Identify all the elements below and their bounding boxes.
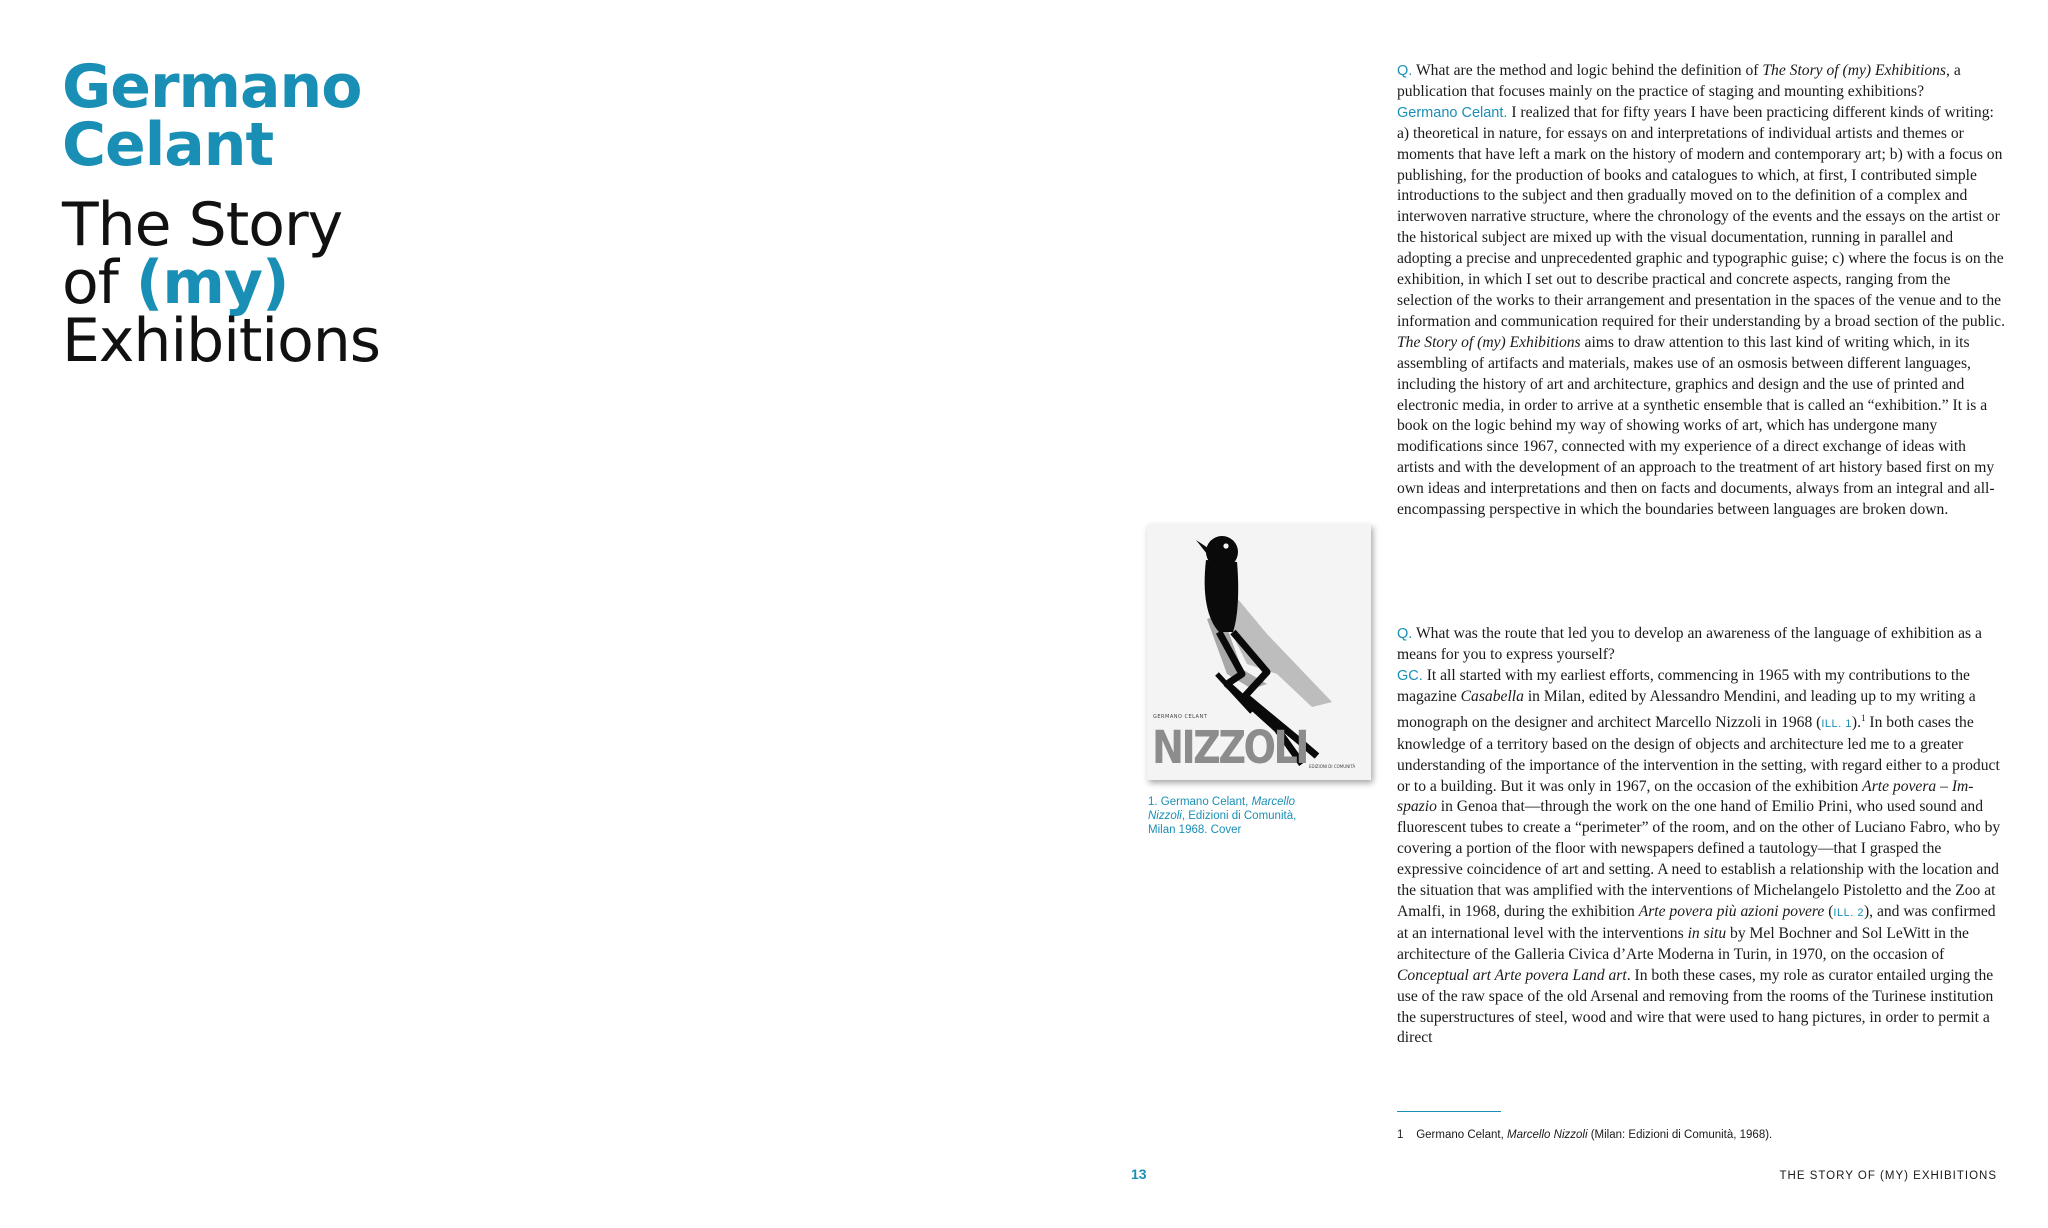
footnote-number: 1 [1397,1129,1404,1141]
answer-text: by Mel Bochner and Sol LeWitt in the architecture of the Galleria Civica d’Arte Moderna in Turin, in 1970, on the occasion of [1397,924,1969,963]
book-cover-image [1147,524,1371,780]
question-label: Q. [1397,626,1413,642]
author-name [62,52,362,180]
question-1 [1397,61,2007,103]
title-line-2-accent: (my) [135,248,289,318]
answer-text: It all started with my earliest efforts, commencing in 1965 with my contributions to the magazine [1397,666,1970,705]
question-label: Q. [1397,63,1413,79]
answer-text: ), and was confirmed at an international level with the interventions [1397,902,1996,942]
answer-1 [1397,103,2007,521]
interview-block-2 [1397,624,2007,1049]
answer-text: In both cases the knowledge of a territory based on the design of objects and architecture led me to a greater understanding of the importance of the intervention in the setting, with regard either to a product or to a building. But it was only in 1967, on the occasion of the exhibition [1397,713,2000,795]
interview-block-1 [1397,61,2007,521]
cover-author: GERMANO CELANT [1153,714,1208,720]
footnote [1397,1129,1772,1141]
title-line-2-prefix: of [62,248,118,318]
cover-publisher: EDIZIONI DI COMUNITÀ [1309,764,1356,769]
figure-caption [1148,795,1323,837]
book-title-italic: The Story of (my) Exhibitions [1397,333,1581,351]
answer-label: GC. [1397,667,1423,684]
caption-number: 1. Germano Celant, [1148,796,1249,808]
footnote-text: Germano Celant, [1416,1129,1504,1141]
answer-text: I realized that for fifty years I have been practicing different kinds of writing: a) theoretical in nature, for essays on and interpretations of individual artists and themes or moments that have left a mark on the history of modern and contemporary art; b) with a focus on publishing, for the production of books and catalogues to which, at first, I contributed simple introductions to the subject and then gradually moved on to the definition of a complex and interwoven narrative structure, where the chronology of the events and the essays on the artist or the historical subject are mixed up with the visual documentation, running in parallel and adopting a precise and unprecedented graphic and typographic guise; c) where the focus is on the exhibition, in which I set out to describe practical and concrete aspects, ranging from the selection of the works to their arrangement and presentation in the spaces of the venue and to the information and communication required for their understanding by a broad section of the public. [1397,103,2005,330]
magazine-title: Casabella [1460,687,1524,705]
question-text: What was the route that led you to develop an awareness of the language of exhibition as a means for you to express yourself? [1397,625,1982,663]
running-head: THE STORY OF (MY) EXHIBITIONS [1779,1170,1997,1182]
illustration-ref-2[interactable]: ILL. 2 [1833,906,1864,919]
answer-label: Germano Celant. [1397,104,1508,121]
answer-text: aims to draw attention to this last kind of writing which, in its assembling of artifacts and materials, makes use of an osmosis between different languages, including the history of art and architecture, graphics and design and the use of printed and electronic media, in order to arrive at a synthetic ensemble that is called an “exhibition.” It is a book on the logic behind my way of showing works of art, which has undergone many modifications since 1967, connected with my experience of a direct exchange of ideas with artists and with the development of an approach to the treatment of art history based first on my own ideas and interpretations and then on facts and documents, always from an integral and all-encompassing perspective in which the boundaries between languages are broken down. [1397,333,1995,519]
footnote-title: Marcello Nizzoli [1506,1129,1588,1141]
caption-title: Marcello Nizzoli [1148,796,1296,822]
title-line-1: The Story [62,190,343,260]
caption-details: , Edizioni di Comunità, Milan 1968. Cover [1148,810,1297,836]
illustration-ref-1[interactable]: ILL. 1 [1821,717,1852,730]
exhibition-title: Arte povera – Im-spazio [1397,777,1974,816]
book-title [62,190,381,376]
author-last-name: Celant [62,110,274,180]
footnote-ref[interactable]: 1 [1860,712,1866,723]
footnote-divider [1397,1111,1501,1112]
footnote-text: (Milan: Edizioni di Comunità, 1968). [1590,1129,1773,1141]
book-title-italic: The Story of (my) Exhibitions [1762,62,1947,79]
author-first-name: Germano [62,52,362,122]
question-text: , a publication that focuses mainly on the practice of staging and mounting exhibitions? [1397,62,1961,100]
answer-text: ). [1851,713,1861,731]
answer-text: in Milan, edited by Alessandro Mendini, and leading up to my writing a monograph on the designer and architect Marcello Nizzoli in 1968 ( [1397,687,1976,731]
page-number: 13 [1131,1166,1147,1182]
italic-term: in situ [1687,924,1727,942]
exhibition-title: Conceptual art Arte povera Land art [1397,966,1627,984]
answer-text: ( [1824,902,1834,920]
cover-title: NIZZOLI [1152,721,1307,774]
question-text: What are the method and logic behind the definition of [1415,62,1759,79]
question-2 [1397,624,2007,666]
answer-text: in Genoa that—through the work on the one hand of Emilio Prini, who used sound and fluorescent tubes to create a “perimeter” of the room, and on the other of Luciano Fabro, who by covering a portion of the floor with newspapers defined a tautology—that I grasped the expressive coincidence of art and setting. A need to establish a relationship with the location and the situation that was amplified with the interventions of Michelangelo Pistoletto and the Zoo at Amalfi, in 1968, during the exhibition [1397,798,2001,920]
title-line-3: Exhibitions [62,306,381,376]
answer-2 [1397,666,2007,1050]
answer-text: . In both these cases, my role as curator entailed urging the use of the raw space of the old Arsenal and removing from the rooms of the Turinese institution the superstructures of steel, wood and wire that were used to hang pictures, in order to permit a direct [1397,966,1994,1047]
exhibition-title: Arte povera più azioni povere [1638,902,1825,920]
